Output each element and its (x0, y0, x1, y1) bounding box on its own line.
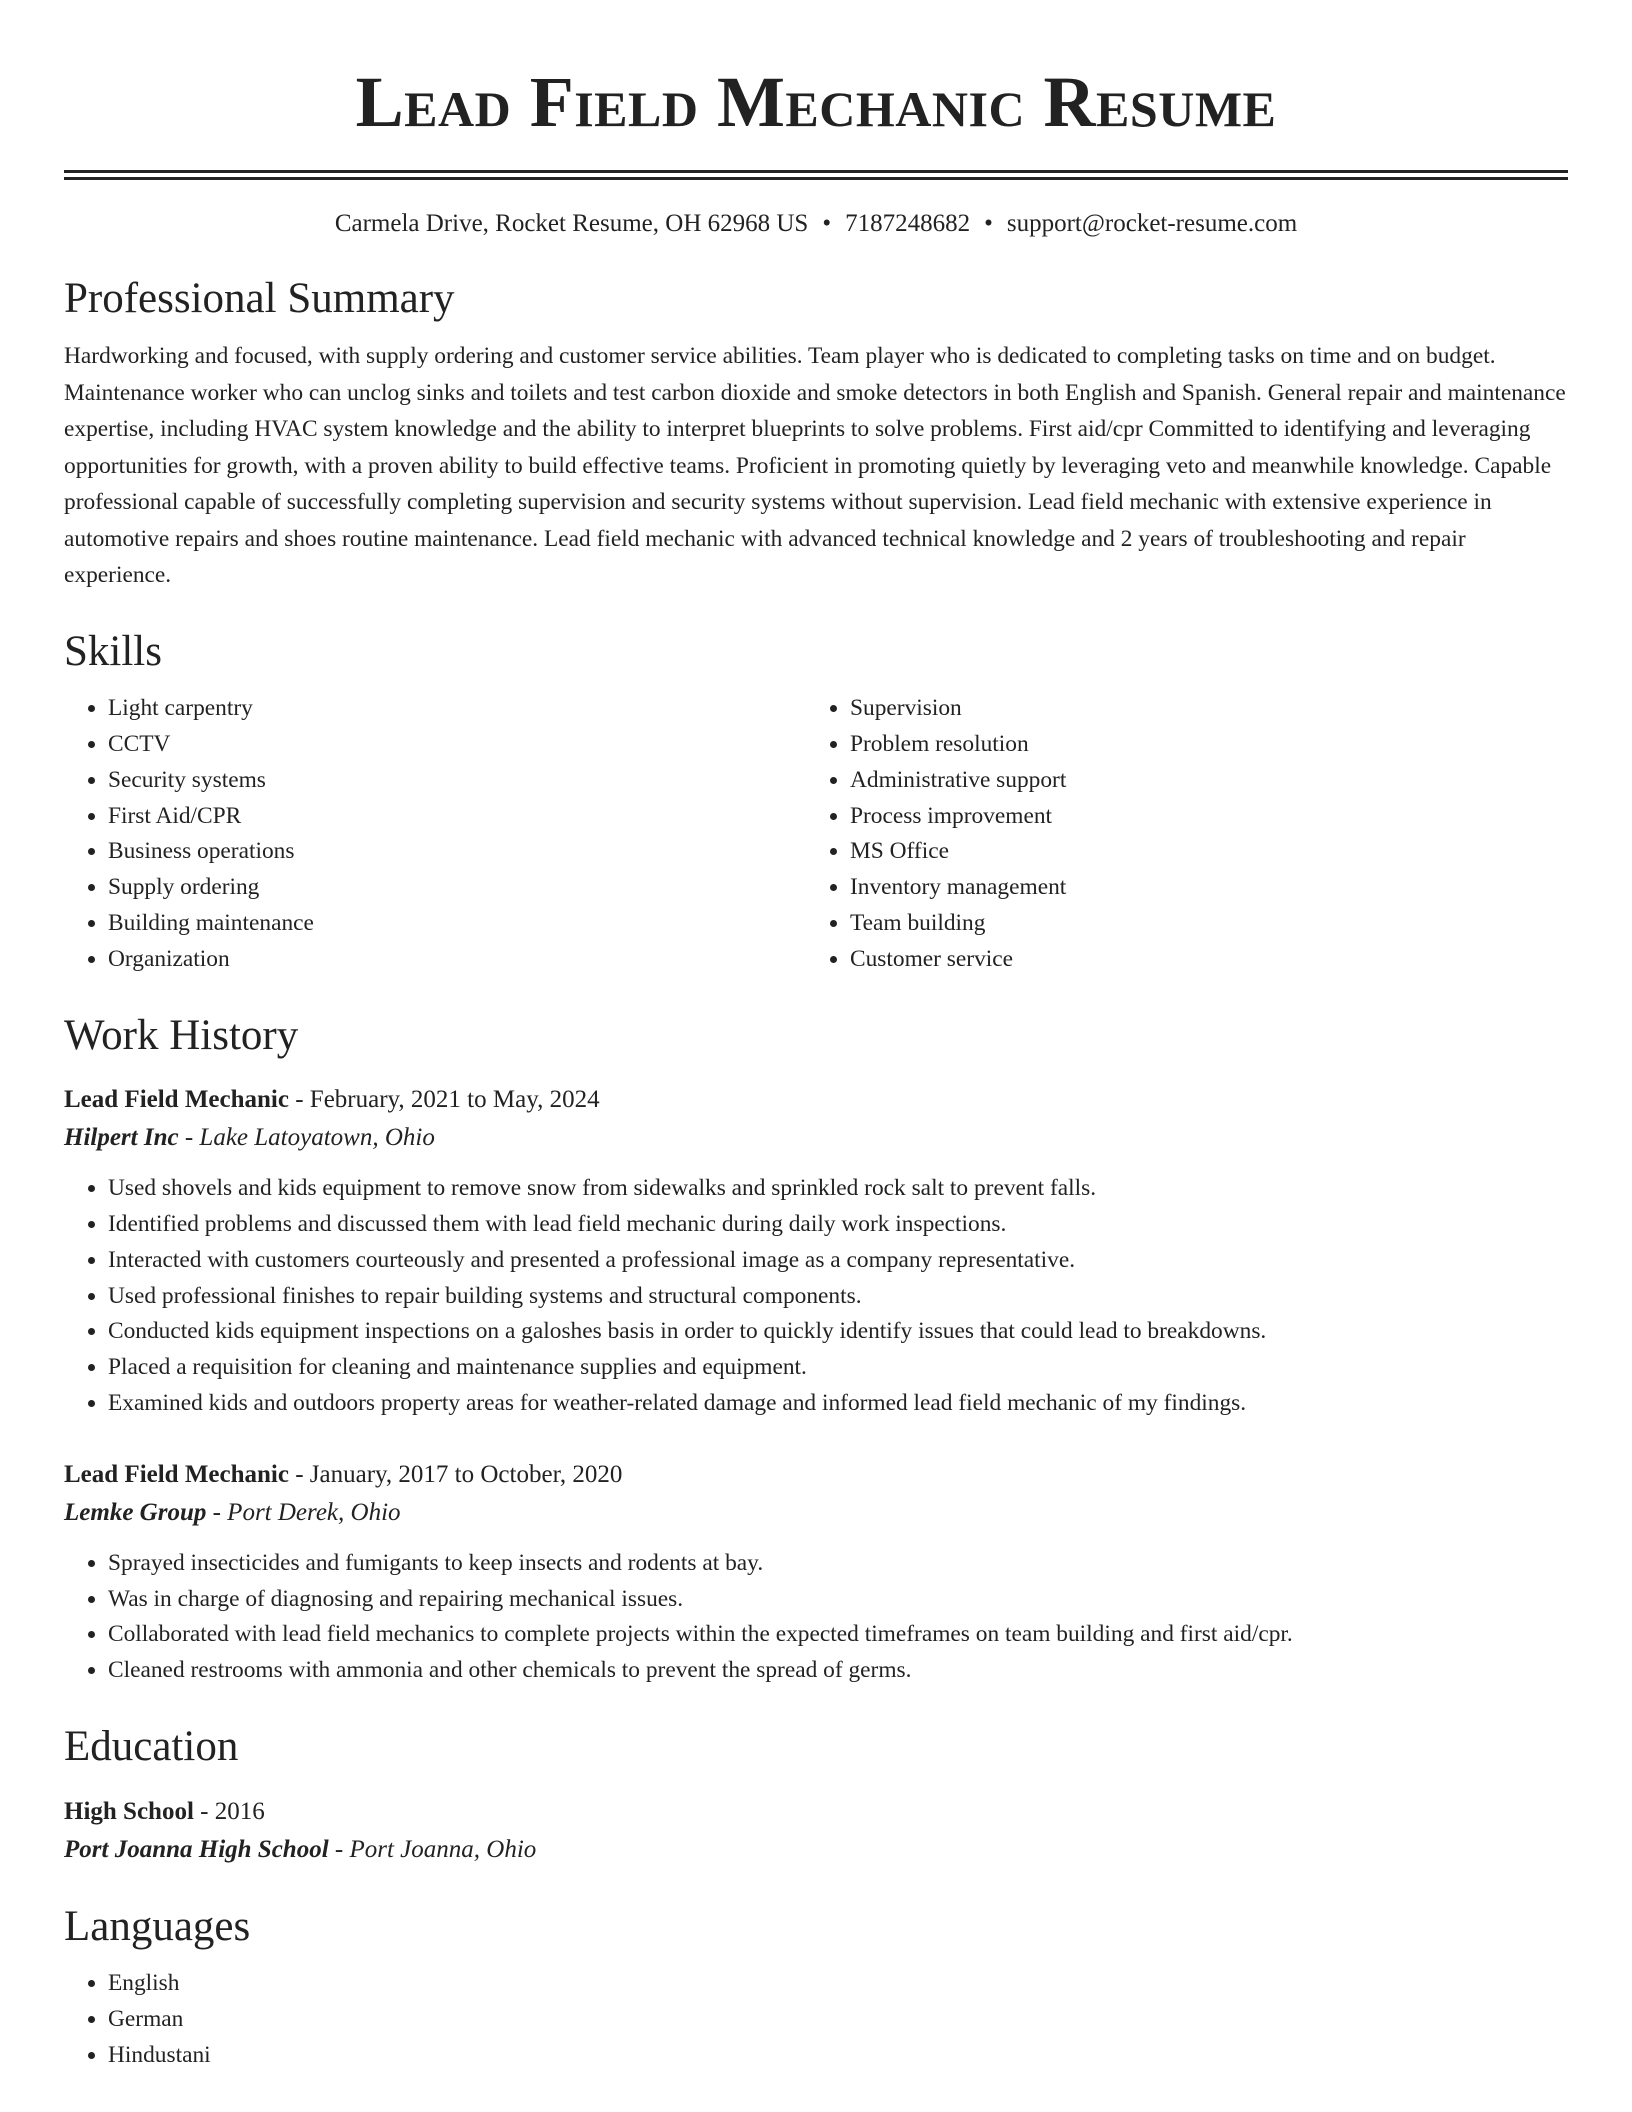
skill-item: • MS Office (850, 834, 1548, 870)
job-bullet: • Used shovels and kids equipment to remove snow from sidewalks and sprinkled rock salt to prevent falls. (108, 1171, 1568, 1207)
skill-item: • Supervision (850, 691, 1548, 727)
education-location: - Port Joanna, Ohio (328, 1835, 537, 1863)
job-bullet: • Was in charge of diagnosing and repairing mechanical issues. (108, 1582, 1568, 1618)
skills-heading: Skills (64, 627, 162, 675)
resume-page (64, 0, 1568, 2074)
education-school-line (64, 1831, 1568, 1869)
job-bullet: • Cleaned restrooms with ammonia and other chemicals to prevent the spread of germs. (108, 1653, 1568, 1689)
contact-phone: 7187248682 (845, 210, 971, 237)
education-school: Port Joanna High School (64, 1835, 329, 1863)
education-degree: High School (64, 1797, 194, 1825)
languages-list (64, 1966, 1568, 2073)
language-item: • Hindustani (108, 2038, 1568, 2074)
language-item: • German (108, 2002, 1568, 2038)
job-role: Lead Field Mechanic (64, 1086, 289, 1114)
contact-line (64, 208, 1568, 241)
job-bullet: • Used professional finishes to repair building systems and structural components. (108, 1279, 1568, 1315)
job-company-line (64, 1119, 1568, 1157)
work-history-heading: Work History (64, 1011, 299, 1059)
contact-address: Carmela Drive, Rocket Resume, OH 62968 US (334, 210, 809, 237)
skills-list-right (806, 691, 1548, 977)
skill-item: • Organization (108, 942, 806, 978)
job-title-line (64, 1456, 1568, 1494)
skill-item: • Light carpentry (108, 691, 806, 727)
job-bullet: • Sprayed insecticides and fumigants to keep insects and rodents at bay. (108, 1546, 1568, 1582)
skill-item: • First Aid/CPR (108, 799, 806, 835)
skill-item: • Building maintenance (108, 906, 806, 942)
job-location: - Port Derek, Ohio (206, 1498, 401, 1526)
skill-item: • Supply ordering (108, 870, 806, 906)
job-role: Lead Field Mechanic (64, 1460, 289, 1488)
skill-item: • Administrative support (850, 763, 1548, 799)
skill-item: • Team building (850, 906, 1548, 942)
job-bullet-list (64, 1546, 1568, 1689)
job-bullet-list (64, 1171, 1568, 1422)
job-bullet: • Interacted with customers courteously and presented a professional image as a company representative. (108, 1243, 1568, 1279)
languages-heading: Languages (64, 1902, 251, 1950)
contact-separator: • (984, 210, 993, 237)
job-location: - Lake Latoyatown, Ohio (178, 1124, 435, 1152)
summary-text: Hardworking and focused, with supply ordering and customer service abilities. Team player who is dedicated to completing tasks on time and on budget. Maintenance worker who can unclog sinks and toilets and test carbon dioxide and smoke detectors in both English and Spanish. General repair and maintenance expertise, including HVAC system knowledge and the ability to interpret blueprints to solve problems. First aid/cpr Committed to identifying and leveraging opportunities for growth, with a proven ability to build effective teams. Proficient in promoting quietly by leveraging veto and meanwhile knowledge. Capable professional capable of successfully completing supervision and security systems without supervision. Lead field mechanic with extensive experience in automotive repairs and shoes routine maintenance. Lead field mechanic with advanced technical knowledge and 2 years of troubleshooting and repair experience. (64, 343, 1566, 589)
job-company-line (64, 1494, 1568, 1532)
education-degree-line (64, 1793, 1568, 1831)
contact-separator: • (822, 210, 832, 237)
skills-list-left (64, 691, 806, 977)
language-item: • English (108, 1966, 1568, 2002)
skill-item: • Process improvement (850, 799, 1548, 835)
skill-item: • Inventory management (850, 870, 1548, 906)
summary-heading: Professional Summary (64, 274, 455, 322)
job-bullet: • Examined kids and outdoors property areas for weather-related damage and informed lead field mechanic of my findings. (108, 1386, 1568, 1422)
education-year: - 2016 (193, 1797, 265, 1825)
skill-item: • Customer service (850, 942, 1548, 978)
skill-item: • Business operations (108, 834, 806, 870)
title-divider (64, 170, 1568, 180)
contact-email: support@rocket-resume.com (1006, 210, 1298, 237)
job-dates: - January, 2017 to October, 2020 (288, 1460, 623, 1488)
job-company: Lemke Group (64, 1498, 207, 1526)
resume-title: Lead Field Mechanic Resume (355, 62, 1277, 142)
job-bullet: • Identified problems and discussed them with lead field mechanic during daily work inspections. (108, 1207, 1568, 1243)
job-entry (64, 1456, 1568, 1689)
skill-item: • Problem resolution (850, 727, 1548, 763)
education-heading: Education (64, 1722, 239, 1770)
skill-item: • Security systems (108, 763, 806, 799)
job-dates: - February, 2021 to May, 2024 (288, 1086, 600, 1114)
job-bullet: • Conducted kids equipment inspections on a galoshes basis in order to quickly identify issues that could lead to breakdowns. (108, 1314, 1568, 1350)
job-bullet: • Placed a requisition for cleaning and maintenance supplies and equipment. (108, 1350, 1568, 1386)
skill-item: • CCTV (108, 727, 806, 763)
job-bullet: • Collaborated with lead field mechanics to complete projects within the expected timeframes on team building and first aid/cpr. (108, 1617, 1568, 1653)
skills-columns (64, 691, 1568, 977)
job-entry (64, 1081, 1568, 1422)
job-title-line (64, 1081, 1568, 1119)
job-company: Hilpert Inc (64, 1124, 179, 1152)
